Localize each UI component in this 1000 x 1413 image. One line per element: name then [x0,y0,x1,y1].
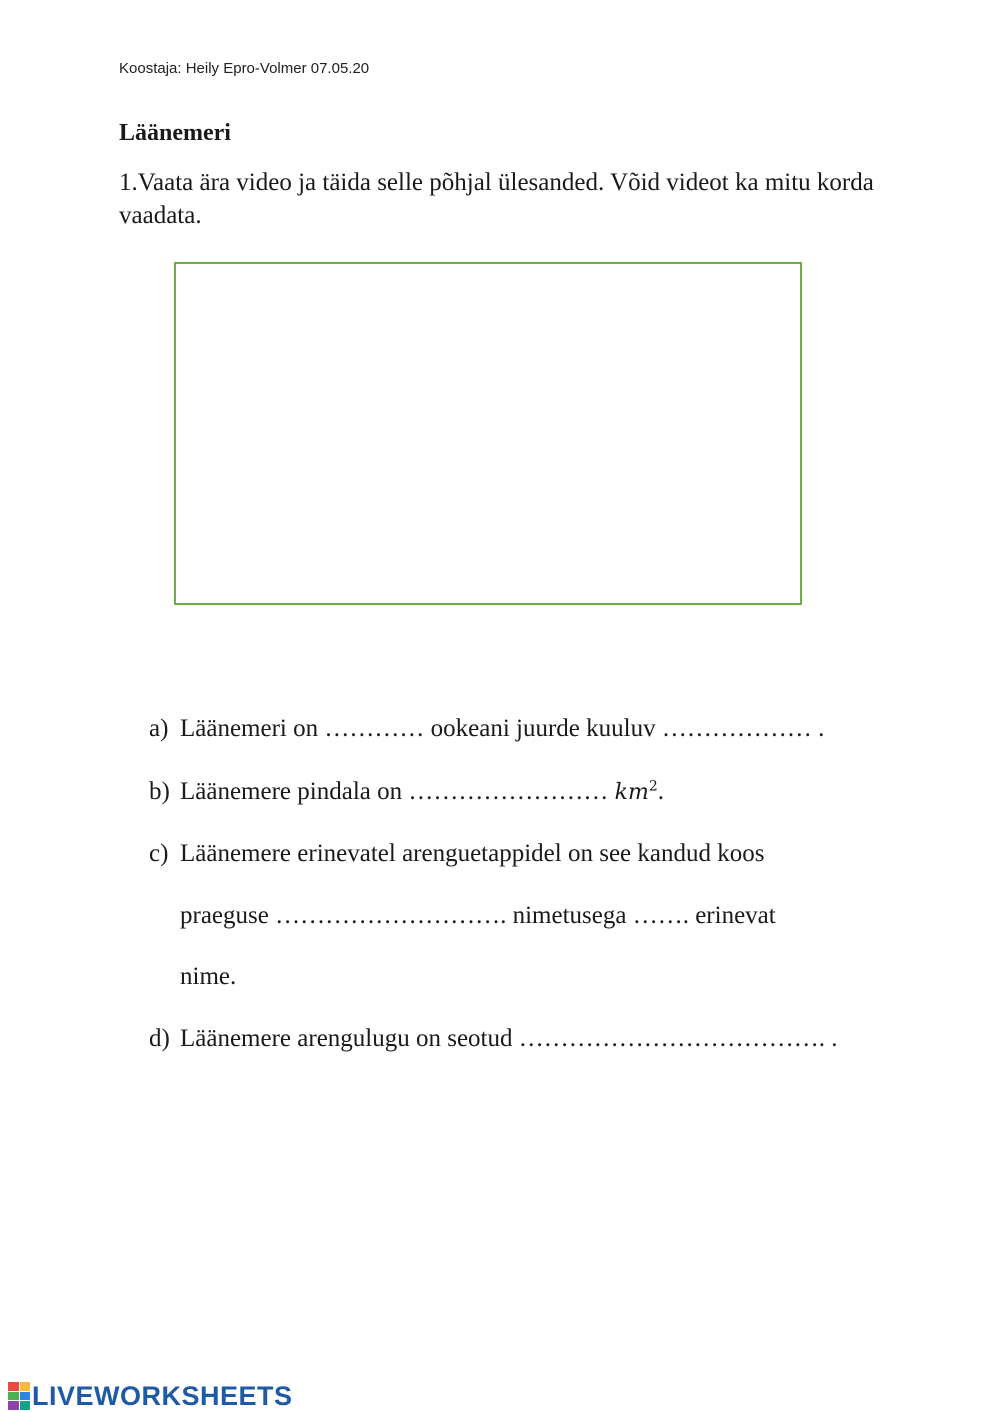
question-text-line1: Läänemere erinevatel arenguetappidel on see kandud koos [180,840,765,867]
liveworksheets-logo [8,1380,293,1412]
question-text: Läänemeri on ………… ookeani juurde kuuluv ……………… . [180,715,825,742]
question-text-line2: praeguse ………………………. nimetusega ……. erinevat [180,902,776,929]
logo-blocks-icon [8,1382,30,1410]
question-text: Läänemere pindala on …………………… [180,778,615,805]
question-text: Läänemere arengulugu on seotud ………………………………. . [180,1025,838,1052]
sentence-end: . [657,778,664,805]
author-line: Koostaja: Heily Epro-Volmer 07.05.20 [119,60,370,77]
question-text-wrap [180,778,664,806]
area-unit: $km^2$ [614,778,658,805]
page-title: Läänemeri [119,120,231,146]
question-letter: d) [149,1025,170,1052]
video-placeholder[interactable] [174,262,802,605]
task-instruction: 1.Vaata ära video ja täida selle põhjal ülesanded. Võid videot ka mitu korda vaadata. [119,169,874,229]
unit-exponent: 2 [648,778,658,795]
question-text-line3: nime. [180,963,237,990]
brand-name: LIVEWORKSHEETS [32,1380,293,1411]
question-letter: c) [149,840,169,867]
question-letter: b) [149,778,170,805]
question-letter: a) [149,715,169,742]
